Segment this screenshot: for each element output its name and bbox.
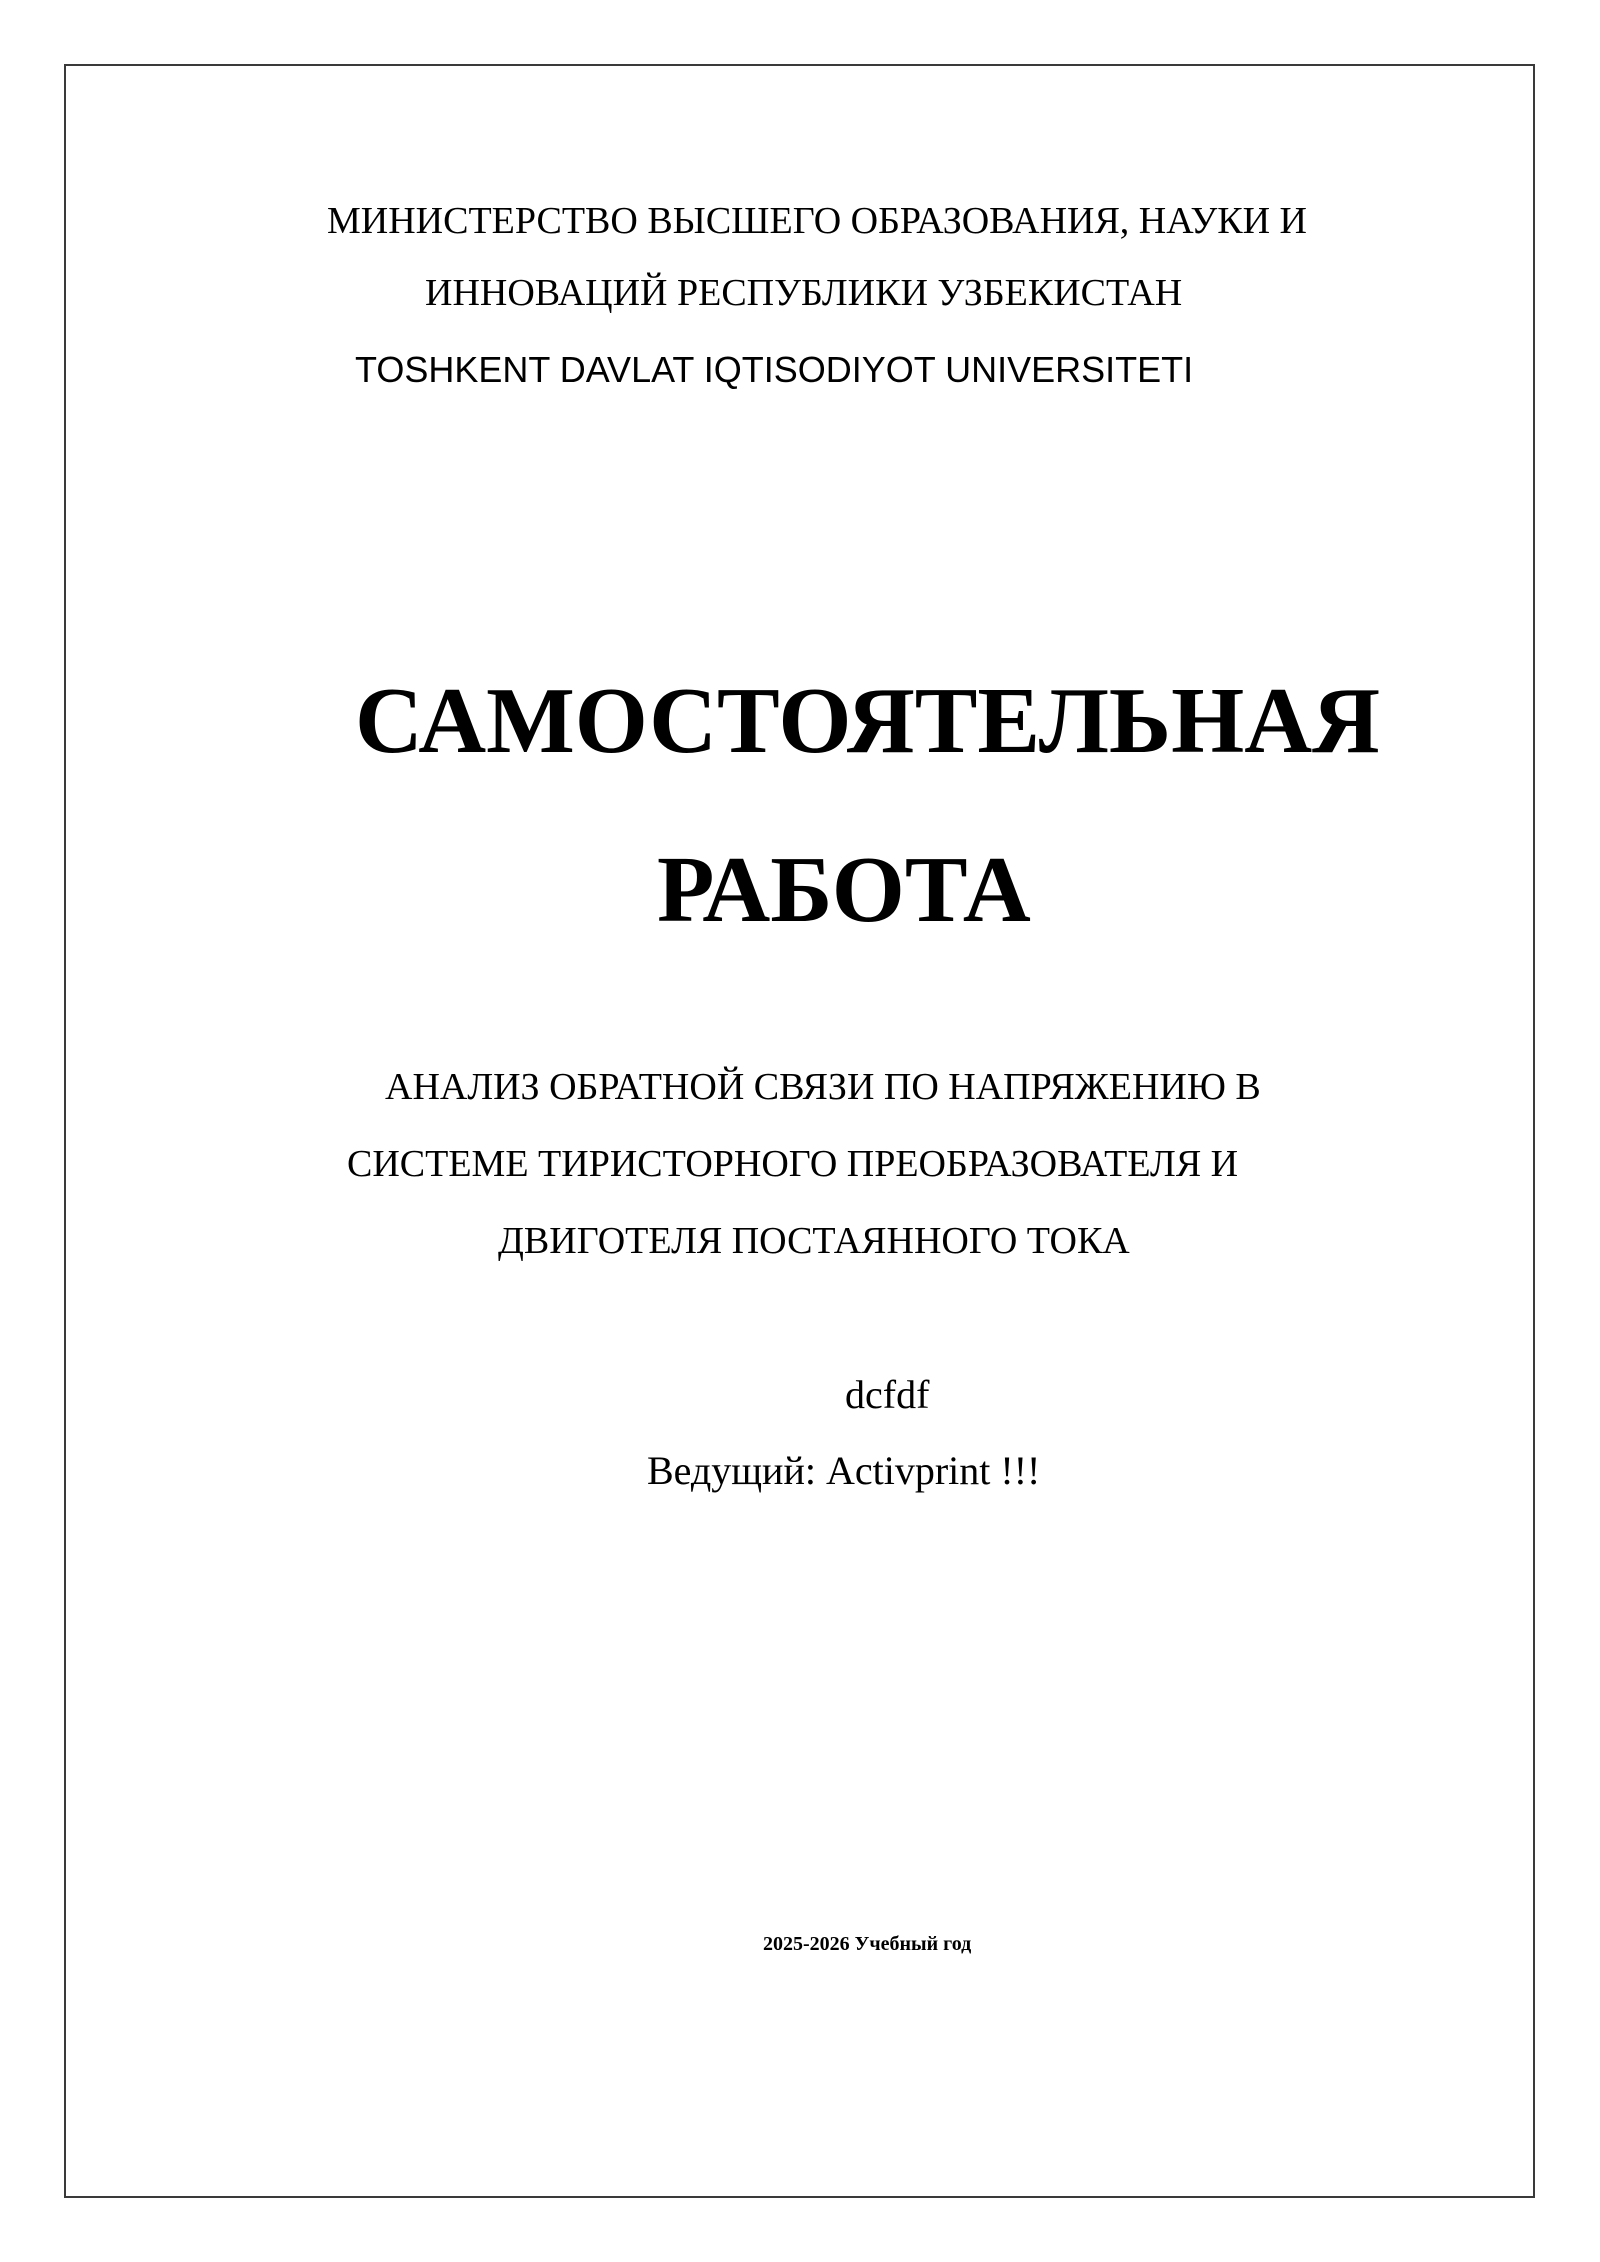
document-title-line-2: РАБОТА <box>657 838 1031 942</box>
author-name: dcfdf <box>845 1372 930 1417</box>
leader-line: Ведущий: Activprint !!! <box>647 1448 1041 1493</box>
topic-line-1: АНАЛИЗ ОБРАТНОЙ СВЯЗИ ПО НАПРЯЖЕНИЮ В <box>385 1066 1261 1108</box>
academic-year: 2025-2026 Учебный год <box>763 1933 972 1955</box>
document-title-line-1: САМОСТОЯТЕЛЬНАЯ <box>355 669 1380 773</box>
topic-line-2: СИСТЕМЕ ТИРИСТОРНОГО ПРЕОБРАЗОВАТЕЛЯ И <box>347 1143 1239 1185</box>
topic-line-3: ДВИГОТЕЛЯ ПОСТАЯННОГО ТОКА <box>498 1220 1130 1262</box>
ministry-header-line-2: ИННОВАЦИЙ РЕСПУБЛИКИ УЗБЕКИСТАН <box>425 272 1183 314</box>
ministry-header-line-1: МИНИСТЕРСТВО ВЫСШЕГО ОБРАЗОВАНИЯ, НАУКИ И <box>327 200 1307 242</box>
university-name: TOSHKENT DAVLAT IQTISODIYOT UNIVERSITETI <box>355 349 1194 390</box>
